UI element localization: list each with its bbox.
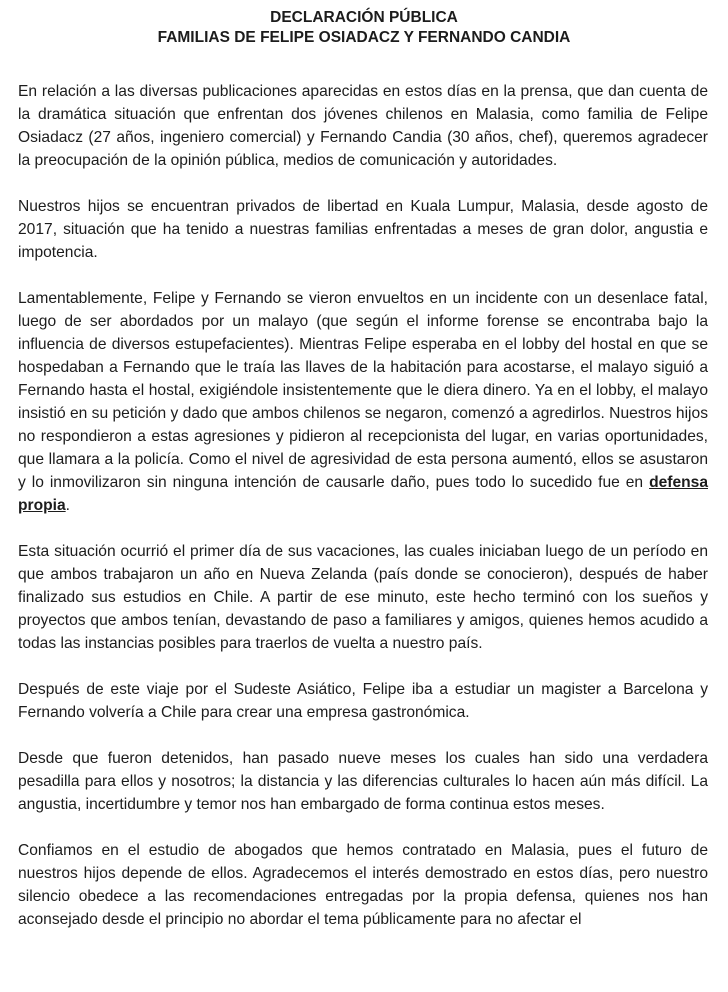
paragraph-7: Confiamos en el estudio de abogados que hemos contratado en Malasia, pues el futuro de nuestros hijos depende de ellos. Agradecemos el interés demostrado en estos días, pero nuestro silencio obedece a las recomendaciones entregadas por la propia defensa, quienes nos han aconsejado desde el principio no abordar el tema públicamente para no afectar el [18,842,708,928]
document-body [18,80,708,954]
paragraph-5: Después de este viaje por el Sudeste Asiático, Felipe iba a estudiar un magister a Barcelona y Fernando volvería a Chile para crear una empresa gastronómica. [18,681,708,721]
paragraph-3-text: Lamentablemente, Felipe y Fernando se vieron envueltos en un incidente con un desenlace fatal, luego de ser abordados por un malayo (que según el informe forense se encontraba bajo la influencia de diversos estupefacientes). Mientras Felipe esperaba en el lobby del hostal en que se hospedaban a Fernando que le traía las llaves de la habitación para acostarse, el malayo siguió a Fernando hasta el hostal, exigiéndole insistentemente que le diera dinero. Ya en el lobby, el malayo insistió en su petición y dado que ambos chilenos se negaron, comenzó a agredirlos. Nuestros hijos no respondieron a estas agresiones y pidieron al recepcionista del lugar, en varias oportunidades, que llamara a la policía. Como el nivel de agresividad de esta persona aumentó, ellos se asustaron y lo inmovilizaron sin ninguna intención de causarle daño, pues todo lo sucedido fue en [18,290,708,491]
paragraph-2: Nuestros hijos se encuentran privados de libertad en Kuala Lumpur, Malasia, desde agosto de 2017, situación que ha tenido a nuestras familias enfrentadas a meses de gran dolor, angustia e impotencia. [18,198,708,261]
paragraph-3-end: . [65,497,70,514]
emphasis-defensa-propia: defensa propia [18,474,708,514]
paragraph-3 [18,287,708,517]
paragraph-1: En relación a las diversas publicaciones aparecidas en estos días en la prensa, que dan cuenta de la dramática situación que enfrentan dos jóvenes chilenos en Malasia, como familia de Felipe Osiadacz (27 años, ingeniero comercial) y Fernando Candia (30 años, chef), queremos agradecer la preocupación de la opinión pública, medios de comunicación y autoridades. [18,83,708,169]
paragraph-4: Esta situación ocurrió el primer día de sus vacaciones, las cuales iniciaban luego de un período en que ambos trabajaron un año en Nueva Zelanda (país donde se conocieron), después de haber finalizado sus estudios en Chile. A partir de ese minuto, este hecho terminó con los sueños y proyectos que ambos tenían, devastando de paso a familiares y amigos, quienes hemos acudido a todas las instancias posibles para traerlos de vuelta a nuestro país. [18,543,708,652]
document-header [0,8,728,48]
document-title: DECLARACIÓN PÚBLICA [270,9,458,26]
paragraph-6: Desde que fueron detenidos, han pasado nueve meses los cuales han sido una verdadera pesadilla para ellos y nosotros; la distancia y las diferencias culturales lo hacen aún más difícil. La angustia, incertidumbre y temor nos han embargado de forma continua estos meses. [18,750,708,813]
document-subtitle: FAMILIAS DE FELIPE OSIADACZ Y FERNANDO CANDIA [157,29,571,46]
